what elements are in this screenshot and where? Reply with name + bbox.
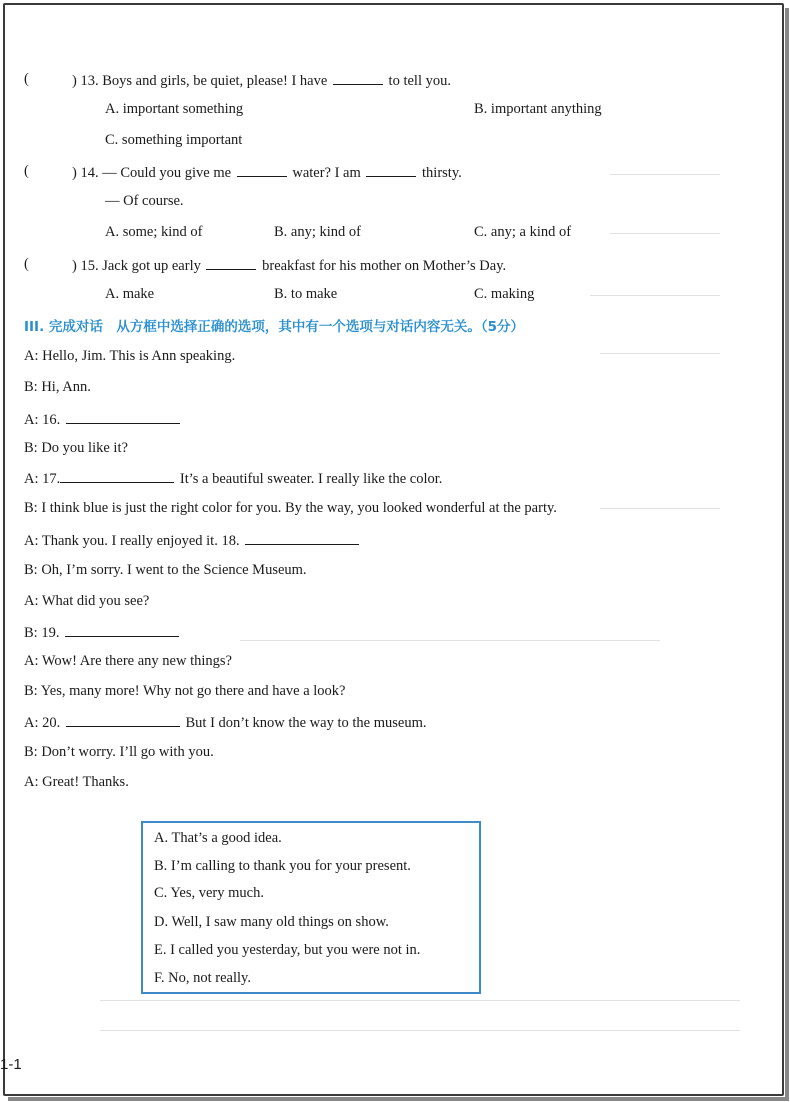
question-14-option-c[interactable]: C. any; a kind of — [474, 224, 572, 240]
dialogue-line-7-text: A: Thank you. I really enjoyed it. 18. — [24, 533, 240, 549]
answer-blank-16[interactable] — [66, 409, 180, 424]
dialogue-line-11: A: Wow! Are there any new things? — [24, 653, 232, 669]
question-15-option-a[interactable]: A. make — [105, 286, 155, 302]
bleed-line — [610, 174, 720, 175]
question-14-blank-1[interactable] — [237, 162, 287, 177]
dialogue-line-10 — [24, 622, 181, 642]
answer-blank-18[interactable] — [245, 530, 359, 545]
bleed-line — [100, 1000, 740, 1001]
question-15-option-c[interactable]: C. making — [474, 286, 535, 302]
question-15-text-end: breakfast for his mother on Mother’s Day. — [262, 258, 507, 274]
dialogue-line-5 — [24, 468, 442, 488]
dialogue-line-7 — [24, 530, 361, 550]
dialogue-line-4: B: Do you like it? — [24, 440, 128, 456]
choice-c[interactable]: C. Yes, very much. — [154, 885, 264, 901]
page-number: 1-1 — [0, 1056, 22, 1073]
question-15-option-b[interactable]: B. to make — [274, 286, 338, 302]
answer-blank-19[interactable] — [65, 622, 179, 637]
question-13-option-a[interactable]: A. important something — [105, 101, 244, 117]
choice-a[interactable]: A. That’s a good idea. — [154, 830, 282, 846]
bleed-line — [600, 508, 720, 509]
dialogue-line-3-text: A: 16. — [24, 412, 61, 428]
question-13-text-end: to tell you. — [388, 73, 451, 89]
question-14-text-end: thirsty. — [422, 165, 462, 181]
dialogue-line-5-text: A: 17. — [24, 471, 61, 487]
dialogue-line-14: B: Don’t worry. I’ll go with you. — [24, 744, 214, 760]
bleed-line — [600, 353, 720, 354]
section-3-title: III. 完成对话 从方框中选择正确的选项，其中有一个选项与对话内容无关。（5分） — [24, 319, 525, 335]
choice-b[interactable]: B. I’m calling to thank you for your present. — [154, 858, 411, 874]
question-13-blank[interactable] — [333, 70, 383, 85]
bleed-line — [610, 233, 720, 234]
question-14-stem — [72, 162, 462, 182]
choice-f[interactable]: F. No, not really. — [154, 970, 251, 986]
question-13-option-c[interactable]: C. something important — [105, 132, 243, 148]
dialogue-line-13 — [24, 712, 426, 732]
bleed-line — [100, 1030, 740, 1031]
question-14-text: ) 14. — Could you give me — [72, 165, 232, 181]
bleed-line — [590, 295, 720, 296]
dialogue-line-5-text-end: It’s a beautiful sweater. I really like the color. — [179, 471, 443, 487]
dialogue-line-1: A: Hello, Jim. This is Ann speaking. — [24, 348, 236, 364]
dialogue-line-12: B: Yes, many more! Why not go there and have a look? — [24, 683, 346, 699]
question-13-stem — [72, 70, 451, 90]
dialogue-line-9: A: What did you see? — [24, 593, 150, 609]
answer-blank-20[interactable] — [66, 712, 180, 727]
question-14-blank-2[interactable] — [366, 162, 416, 177]
question-15-blank[interactable] — [206, 255, 256, 270]
question-14-option-b[interactable]: B. any; kind of — [274, 224, 361, 240]
bleed-line — [240, 640, 660, 641]
dialogue-line-15: A: Great! Thanks. — [24, 774, 129, 790]
answer-bracket-15: ( — [24, 256, 29, 272]
choices-box — [141, 821, 481, 994]
answer-bracket-13: ( — [24, 71, 29, 87]
answer-bracket-14: ( — [24, 163, 29, 179]
dialogue-line-13-text: A: 20. — [24, 715, 61, 731]
question-15-text: ) 15. Jack got up early — [72, 258, 201, 274]
dialogue-line-10-text: B: 19. — [24, 625, 60, 641]
dialogue-line-2: B: Hi, Ann. — [24, 379, 91, 395]
question-13-text: ) 13. Boys and girls, be quiet, please! I have — [72, 73, 328, 89]
dialogue-line-3 — [24, 409, 182, 429]
choice-e[interactable]: E. I called you yesterday, but you were not in. — [154, 942, 421, 958]
dialogue-line-6: B: I think blue is just the right color for you. By the way, you looked wonderful at the party. — [24, 500, 557, 516]
question-14-reply: — Of course. — [105, 193, 184, 209]
answer-blank-17[interactable] — [60, 468, 174, 483]
choice-d[interactable]: D. Well, I saw many old things on show. — [154, 914, 389, 930]
dialogue-line-8: B: Oh, I’m sorry. I went to the Science Museum. — [24, 562, 307, 578]
question-14-text-mid: water? I am — [292, 165, 361, 181]
question-13-option-b[interactable]: B. important anything — [474, 101, 602, 117]
question-14-option-a[interactable]: A. some; kind of — [105, 224, 203, 240]
dialogue-line-13-text-end: But I don’t know the way to the museum. — [185, 715, 427, 731]
question-15-stem — [72, 255, 506, 275]
